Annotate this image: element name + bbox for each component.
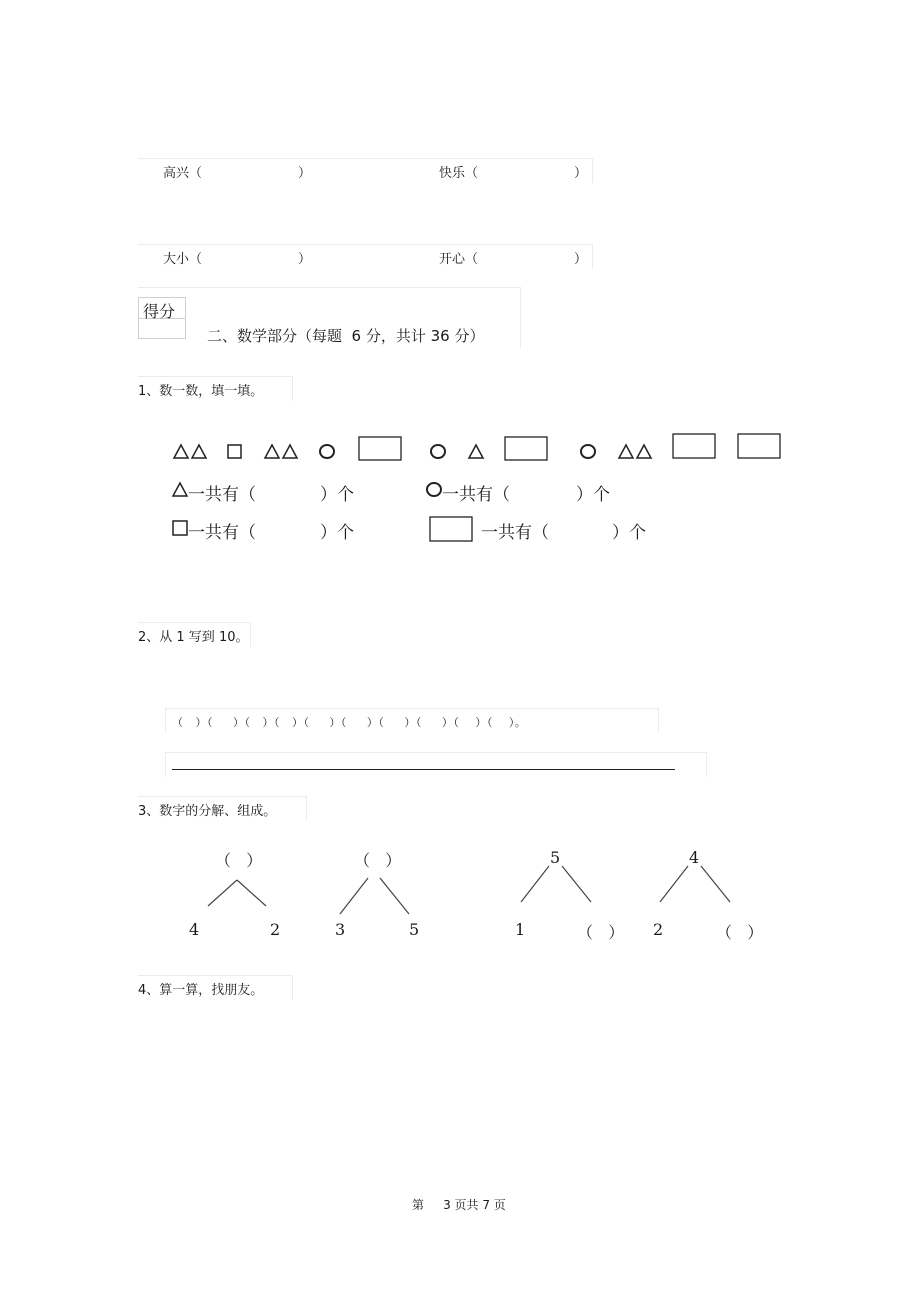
q1-title: 1、数一数，填一填。 — [138, 384, 264, 399]
close-paren: ） — [298, 166, 312, 181]
tree-right: 2 — [270, 920, 281, 939]
tree-top: （ ） — [215, 851, 263, 870]
tree-top: 4 — [689, 848, 700, 867]
score-label: 得分 — [143, 302, 176, 321]
close-paren: ） — [574, 252, 588, 267]
tree-left: 2 — [653, 920, 664, 939]
tree-left: 1 — [515, 920, 526, 939]
tree-right: （ ） — [577, 923, 625, 942]
q2-sequence: （ ）（ ）（ ）（ ）（ ）（ ）（ ）（ ）（ ）（ ）。 — [172, 716, 527, 729]
q2-title: 2、从 1 写到 10。 — [138, 630, 249, 645]
tree-right: 5 — [409, 920, 420, 939]
tri-count-suffix: ）个 — [320, 485, 354, 505]
circle-count-suffix: ）个 — [576, 485, 610, 505]
open-paren: （ — [189, 252, 203, 267]
close-paren: ） — [574, 166, 588, 181]
tree-right: （ ） — [716, 923, 764, 942]
page-number: 第 3 页共 7 页 — [412, 1198, 506, 1212]
rect-count-suffix: ）个 — [612, 523, 646, 543]
tree-top: 5 — [550, 848, 561, 867]
vocab-word: 开心 — [439, 252, 466, 267]
circle-count-prefix: 一共有（ — [442, 485, 510, 505]
vocab-word: 高兴 — [163, 166, 190, 181]
square-count-suffix: ）个 — [320, 523, 354, 543]
tree-left: 4 — [189, 920, 200, 939]
q4-title: 4、算一算，找朋友。 — [138, 983, 264, 998]
close-paren: ） — [298, 252, 312, 267]
rect-count-prefix: 一共有（ — [481, 523, 549, 543]
open-paren: （ — [189, 166, 203, 181]
vocab-word: 快乐 — [439, 166, 466, 181]
vocab-word: 大小 — [163, 252, 190, 267]
q3-title: 3、数字的分解、组成。 — [138, 804, 277, 819]
tri-count-prefix: 一共有（ — [188, 485, 256, 505]
open-paren: （ — [465, 252, 479, 267]
tree-top: （ ） — [354, 851, 402, 870]
section-title: 二、数学部分（每题 6 分，共计 36 分） — [207, 327, 485, 345]
tree-left: 3 — [335, 920, 346, 939]
square-count-prefix: 一共有（ — [188, 523, 256, 543]
open-paren: （ — [465, 166, 479, 181]
